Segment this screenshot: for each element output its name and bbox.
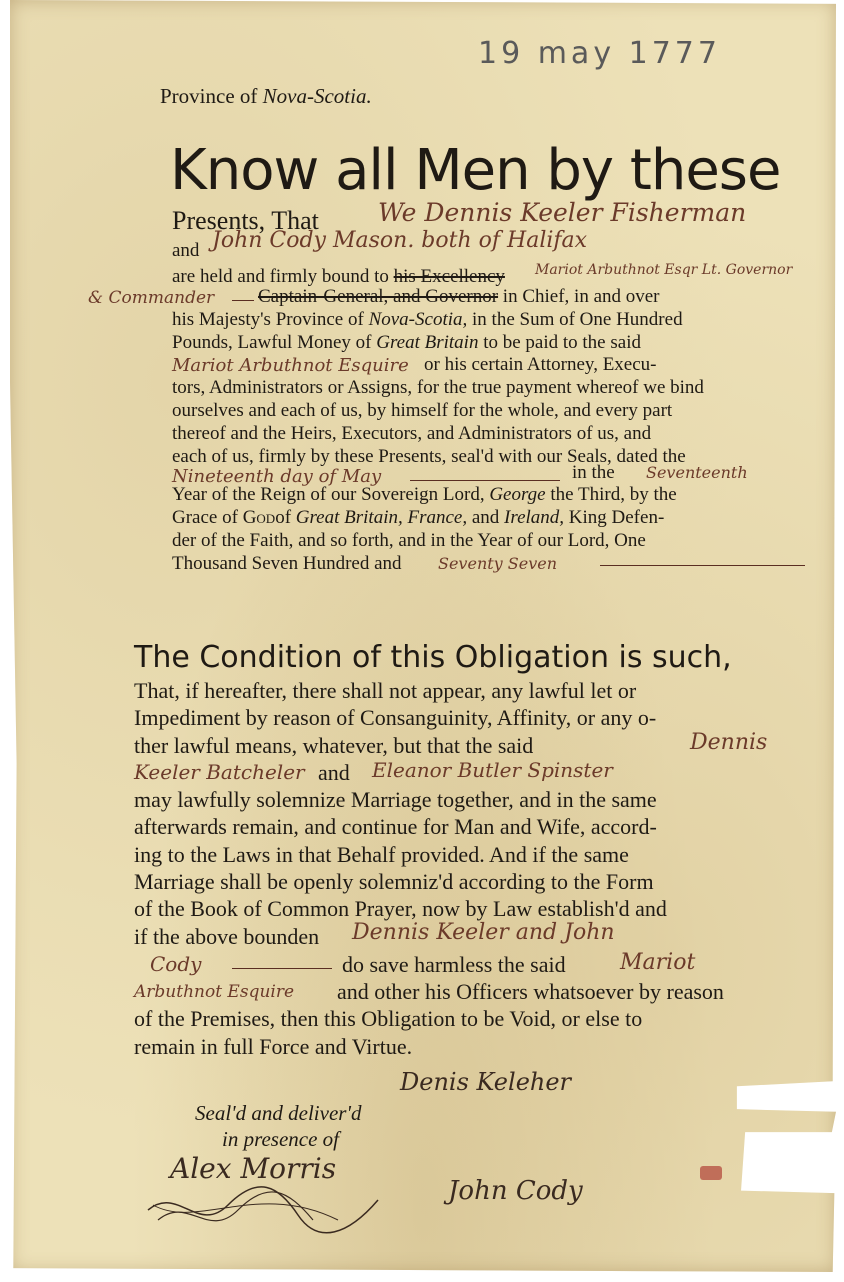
bond-l6-text-end: to be paid to the said <box>483 332 641 353</box>
signature-principal: Denis Keleher <box>400 1068 572 1096</box>
bond-line-14 <box>172 507 664 529</box>
bond-l5-text-end: in the Sum of One Hundred <box>472 309 683 330</box>
bond-l1-text: Presents, That <box>172 206 319 235</box>
bond-l5-italic: Nova-Scotia, <box>368 309 468 330</box>
bond-line-5 <box>172 309 683 331</box>
condition-l11-handwriting: Cody <box>150 952 202 976</box>
condition-line-11: do save harmless the said <box>342 952 566 977</box>
bond-l3-struck: his Excellency <box>393 266 505 287</box>
condition-line-8: Marriage shall be openly solemniz'd according to the Form <box>134 869 654 894</box>
bond-line-3 <box>172 266 505 288</box>
bond-line-4 <box>258 286 660 308</box>
bond-l14-god: God <box>242 507 276 528</box>
bond-l13-italic: George <box>489 484 546 505</box>
bond-l1-handwriting: We Dennis Keeler Fisherman <box>378 198 747 227</box>
bond-line-6 <box>172 332 641 354</box>
bond-l4-text: in Chief, in and over <box>502 286 660 307</box>
condition-line-14: remain in full Force and Virtue. <box>134 1034 413 1059</box>
bond-line-16: Thousand Seven Hundred and <box>172 553 402 574</box>
signature-witness: Alex Morris <box>170 1152 337 1185</box>
condition-line-9: of the Book of Common Prayer, now by Law establish'd and <box>134 896 667 921</box>
bond-line-15: der of the Faith, and so forth, and in the Year of our Lord, One <box>172 530 646 551</box>
condition-l3-handwriting: Dennis <box>690 730 768 755</box>
bond-l14-italic-3: Ireland, <box>504 507 565 528</box>
bond-line-8: tors, Administrators or Assigns, for the true payment whereof we bind <box>172 377 704 398</box>
bond-l14-of: of <box>275 507 292 528</box>
archive-date-note: 19 may 1777 <box>478 36 721 71</box>
bond-l14-and: and <box>471 507 500 528</box>
bond-line-9: ourselves and each of us, by himself for the whole, and every part <box>172 400 673 421</box>
condition-line-2: Impediment by reason of Consanguinity, Affinity, or any o- <box>134 705 657 730</box>
bond-l14-italic-2: France, <box>407 507 468 528</box>
condition-l12-handwriting: Arbuthnot Esquire <box>134 982 295 1002</box>
bond-l6-text: Pounds, Lawful Money of <box>172 332 372 353</box>
condition-line-10: if the above bounden <box>134 924 320 949</box>
condition-line-3: ther lawful means, whatever, but that the said <box>134 733 534 758</box>
condition-l11-handwriting-2: Mariot <box>620 950 696 975</box>
bond-line-11: each of us, firmly by these Presents, seal'd with our Seals, dated the <box>172 446 686 467</box>
bond-l12-handwriting: Nineteenth day of May <box>172 466 382 487</box>
bond-l2-handwriting: John Cody Mason. both of Halifax <box>212 228 588 253</box>
bond-l5-text: his Majesty's Province of <box>172 309 364 330</box>
bond-heading: Know all Men by these <box>170 138 781 203</box>
condition-line-12: and other his Officers whatsoever by reason <box>337 979 724 1004</box>
seal-remnant <box>700 1166 722 1180</box>
bond-l16-rule <box>600 565 805 566</box>
condition-line-1: That, if hereafter, there shall not appear, any lawful let or <box>134 678 637 703</box>
condition-heading: The Condition of this Obligation is such, <box>134 640 732 675</box>
bond-l14-text-end: King Defen- <box>568 507 665 528</box>
bond-l4-struck: Captain-General, and Governor <box>258 286 499 307</box>
bond-line-10: thereof and the Heirs, Executors, and Administrators of us, and <box>172 423 652 444</box>
bond-l4-dash <box>232 300 254 301</box>
bond-l14-text: Grace of <box>172 507 238 528</box>
witness-flourish <box>138 1180 388 1240</box>
province-line <box>160 84 372 109</box>
bond-line-7 <box>424 354 657 376</box>
bond-l16-handwriting: Seventy Seven <box>438 554 558 573</box>
bond-line-2 <box>172 240 199 262</box>
province-name: Nova-Scotia. <box>262 84 372 108</box>
bond-l7-text: or his certain Attorney, Execu- <box>424 354 657 375</box>
condition-line-13: of the Premises, then this Obligation to be Void, or else to <box>134 1006 643 1031</box>
sealed-line-1: Seal'd and deliver'd <box>195 1101 362 1125</box>
condition-l11-rule <box>232 968 332 969</box>
condition-line-5: may lawfully solemnize Marriage together, and in the same <box>134 787 657 812</box>
bond-l2-text: and <box>172 240 200 261</box>
bond-l14-italic-1: Great Britain, <box>295 507 403 528</box>
bond-l12-rule <box>410 480 560 481</box>
condition-line-6: afterwards remain, and continue for Man and Wife, accord- <box>134 814 657 839</box>
bond-line-12: in the <box>572 462 615 483</box>
bond-l13-text-end: the Third, by the <box>550 484 677 505</box>
condition-l10-handwriting: Dennis Keeler and John <box>352 920 615 945</box>
condition-line-7: ing to the Laws in that Behalf provided. And if the same <box>134 842 629 867</box>
bond-l6-italic: Great Britain <box>376 332 479 353</box>
condition-line-4: and <box>318 760 350 785</box>
bond-l13-text: Year of the Reign of our Sovereign Lord, <box>172 484 485 505</box>
bond-l7-handwriting: Mariot Arbuthnot Esquire <box>172 355 409 376</box>
bond-l3-text: are held and firmly bound to <box>172 266 389 287</box>
sealed-line-2: in presence of <box>222 1127 340 1151</box>
bond-l3-handwriting: Mariot Arbuthnot Esqr Lt. Governor <box>535 262 793 278</box>
condition-l4-handwriting: Keeler Batcheler <box>134 760 305 784</box>
bond-l4-handwriting: & Commander <box>88 288 215 308</box>
condition-l4-handwriting-2: Eleanor Butler Spinster <box>372 758 613 782</box>
signature-surety: John Cody <box>448 1176 583 1206</box>
province-label: Province of <box>160 84 258 108</box>
bond-line-13 <box>172 484 677 506</box>
bond-l12-handwriting-2: Seventeenth <box>646 463 748 482</box>
